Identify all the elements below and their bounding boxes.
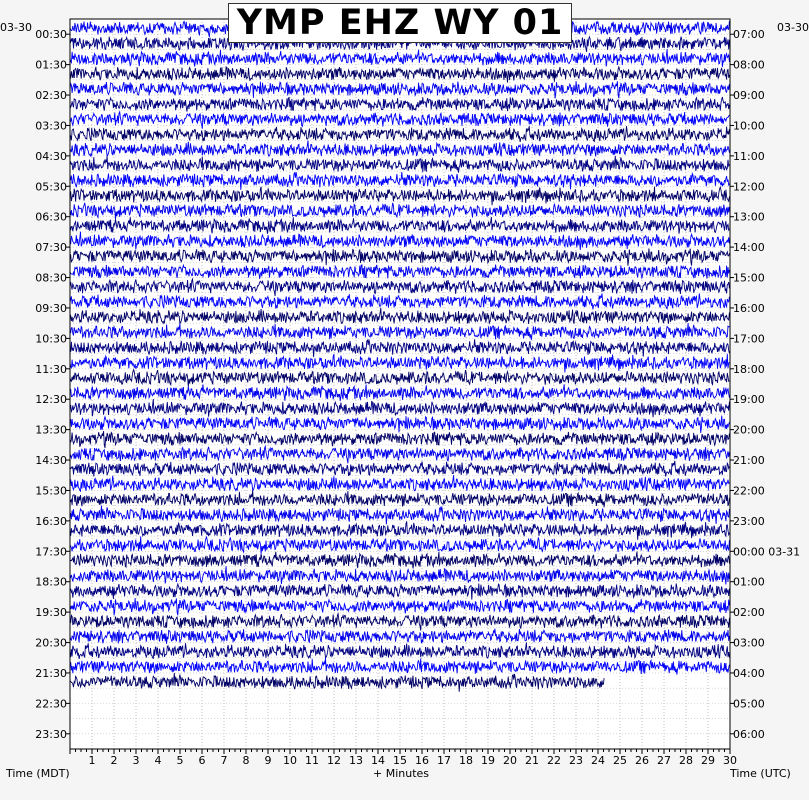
left-tick-label: 07:30	[35, 241, 67, 255]
right-tick-label: 18:00	[733, 362, 765, 376]
x-tick-label: 12	[327, 754, 341, 767]
x-tick-label: 10	[283, 754, 297, 767]
left-tick-label: 02:30	[35, 89, 67, 103]
x-tick-label: 26	[635, 754, 649, 767]
left-tick-label: 03:30	[35, 119, 67, 133]
left-tick-label: 06:30	[35, 210, 67, 224]
right-tick-label: 13:00	[733, 210, 765, 224]
x-tick-label: 21	[525, 754, 539, 767]
right-tick-label: 21:00	[733, 454, 765, 468]
left-tick-label: 17:30	[35, 545, 67, 559]
x-tick-label: 24	[591, 754, 605, 767]
x-tick-label: 28	[679, 754, 693, 767]
right-tick-label: 07:00	[733, 28, 765, 42]
x-tick-label: 23	[569, 754, 583, 767]
x-tick-label: 8	[242, 754, 250, 767]
left-tick-label: 18:30	[35, 575, 67, 589]
left-tick-label: 14:30	[35, 454, 67, 468]
left-date-label: 03-30	[0, 21, 32, 34]
x-tick-label: 9	[264, 754, 272, 767]
x-tick-label: 1	[88, 754, 96, 767]
x-tick-label: 7	[220, 754, 228, 767]
x-tick-label: 17	[437, 754, 451, 767]
left-tick-label: 01:30	[35, 58, 67, 72]
x-tick-label: 25	[613, 754, 627, 767]
right-tick-label: 04:00	[733, 666, 765, 680]
left-tick-label: 15:30	[35, 484, 67, 498]
x-axis-label: + Minutes	[373, 767, 430, 780]
left-tick-label: 20:30	[35, 636, 67, 650]
left-tick-label: 23:30	[35, 727, 67, 741]
x-tick-label: 2	[110, 754, 118, 767]
left-tick-label: 08:30	[35, 271, 67, 285]
x-tick-label: 19	[481, 754, 495, 767]
right-tick-label: 09:00	[733, 89, 765, 103]
left-tick-label: 00:30	[35, 28, 67, 42]
left-tick-label: 13:30	[35, 423, 67, 437]
x-tick-label: 27	[657, 754, 671, 767]
x-tick-label: 18	[459, 754, 473, 767]
right-tick-label: 10:00	[733, 119, 765, 133]
right-tick-label: 16:00	[733, 301, 765, 315]
x-tick-label: 15	[393, 754, 407, 767]
left-tick-label: 12:30	[35, 393, 67, 407]
right-tick-label: 19:00	[733, 393, 765, 407]
left-tick-label: 04:30	[35, 149, 67, 163]
right-tick-label: 02:00	[733, 606, 765, 620]
right-tick-label: 08:00	[733, 58, 765, 72]
left-tick-label: 09:30	[35, 301, 67, 315]
plot-title: YMP EHZ WY 01	[228, 3, 572, 43]
x-tick-label: 3	[132, 754, 140, 767]
right-tick-label: 17:00	[733, 332, 765, 346]
left-tick-label: 05:30	[35, 180, 67, 194]
x-tick-label: 16	[415, 754, 429, 767]
x-tick-label: 14	[371, 754, 385, 767]
x-tick-label: 29	[701, 754, 715, 767]
right-tick-label: 03:00	[733, 636, 765, 650]
left-tick-label: 11:30	[35, 362, 67, 376]
right-tick-label: 12:00	[733, 180, 765, 194]
right-tick-label: 01:00	[733, 575, 765, 589]
right-tick-label: 14:00	[733, 241, 765, 255]
x-tick-label: 4	[154, 754, 162, 767]
right-tick-label: 00:00 03-31	[733, 545, 801, 559]
right-tick-label: 20:00	[733, 423, 765, 437]
right-tick-label: 11:00	[733, 149, 765, 163]
left-tick-label: 10:30	[35, 332, 67, 346]
right-tick-label: 23:00	[733, 514, 765, 528]
x-tick-label: 22	[547, 754, 561, 767]
right-date-label-top: 03-30	[777, 21, 809, 34]
x-tick-label: 30	[723, 754, 737, 767]
right-tick-label: 15:00	[733, 271, 765, 285]
x-tick-label: 6	[198, 754, 206, 767]
left-tick-label: 21:30	[35, 666, 67, 680]
x-tick-label: 5	[176, 754, 184, 767]
left-tick-label: 16:30	[35, 514, 67, 528]
right-tick-label: 22:00	[733, 484, 765, 498]
x-tick-label: 11	[305, 754, 319, 767]
left-tick-label: 19:30	[35, 606, 67, 620]
left-axis-label: Time (MDT)	[6, 767, 70, 780]
right-axis-label: Time (UTC)	[730, 767, 791, 780]
right-tick-label: 06:00	[733, 727, 765, 741]
left-tick-label: 22:30	[35, 697, 67, 711]
right-tick-label: 05:00	[733, 697, 765, 711]
x-tick-label: 13	[349, 754, 363, 767]
x-tick-label: 20	[503, 754, 517, 767]
